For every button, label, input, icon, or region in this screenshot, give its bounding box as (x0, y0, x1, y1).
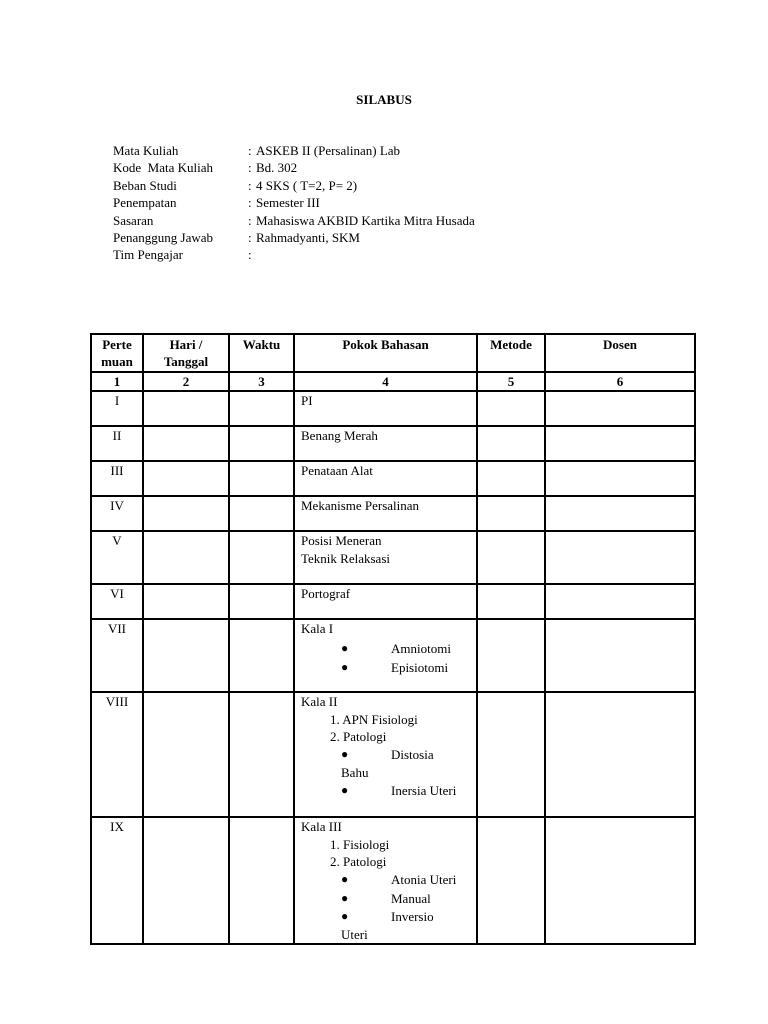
info-separator: : (248, 160, 252, 176)
bullet-text: Amniotomi (391, 640, 451, 656)
method-cell (477, 692, 545, 817)
header-hari-line1: Hari / (169, 337, 203, 352)
info-label: Mata Kuliah (113, 143, 179, 158)
info-value: ASKEB II (Persalinan) Lab (256, 143, 401, 158)
bullet-text: Atonia Uteri (391, 872, 457, 888)
info-label: Beban Studi (113, 177, 177, 193)
header-dosen: Dosen (545, 334, 695, 372)
header-hari-line2: Tanggal (163, 354, 209, 370)
table-row (91, 531, 695, 584)
method-cell (477, 426, 545, 461)
topic-cell: Portograf (294, 584, 477, 619)
bullet-text: Episiotomi (391, 660, 449, 676)
date-cell (143, 391, 229, 426)
info-row-tim-pengajar (113, 246, 475, 263)
table-row (91, 817, 695, 944)
meeting-number: VII (91, 619, 143, 692)
meeting-number: IV (91, 496, 143, 531)
table-row (91, 426, 695, 461)
bullet-icon: ● (341, 747, 349, 762)
bullet-text: Inersia Uteri (391, 783, 457, 799)
numbered-item: 1. Fisiologi (330, 836, 390, 852)
info-row-mata-kuliah (113, 142, 475, 159)
bullet-icon: ● (341, 909, 349, 924)
table-row (91, 692, 695, 817)
info-value: Semester III (256, 195, 320, 211)
meeting-number: IX (91, 817, 143, 944)
numbered-item: 2. Patologi (330, 854, 387, 870)
lecturer-cell (545, 461, 695, 496)
topic-cell (294, 817, 477, 944)
lecturer-cell (545, 426, 695, 461)
lecturer-cell (545, 692, 695, 817)
document-title: SILABUS (356, 92, 412, 107)
column-number: 4 (294, 372, 477, 391)
topic-cell: PI (294, 391, 477, 426)
topic-cell: Mekanisme Persalinan (294, 496, 477, 531)
method-cell (477, 817, 545, 944)
bullet-icon: ● (341, 640, 349, 655)
date-cell (143, 619, 229, 692)
bullet-text-continuation: Bahu (341, 764, 369, 780)
column-number: 5 (477, 372, 545, 391)
lecturer-cell (545, 496, 695, 531)
topic-line: Kala III (301, 819, 342, 835)
topic-cell (294, 619, 477, 692)
info-row-penanggung-jawab (113, 229, 475, 246)
info-row-kode (113, 159, 475, 176)
lecturer-cell (545, 817, 695, 944)
date-cell (143, 692, 229, 817)
date-cell (143, 531, 229, 584)
table-row (91, 584, 695, 619)
bullet-text: Manual (391, 890, 431, 906)
topic-cell: Penataan Alat (294, 461, 477, 496)
info-value: Mahasiswa AKBID Kartika Mitra Husada (256, 212, 475, 228)
bullet-item (301, 890, 470, 907)
info-value: 4 SKS ( T=2, P= 2) (256, 177, 358, 193)
info-separator: : (248, 143, 252, 158)
method-cell (477, 391, 545, 426)
bullet-icon: ● (341, 872, 349, 887)
date-cell (143, 496, 229, 531)
method-cell (477, 584, 545, 619)
column-number: 2 (143, 372, 229, 391)
info-separator: : (248, 230, 252, 246)
bullet-item (301, 908, 470, 925)
info-row-sasaran (113, 212, 475, 229)
topic-cell (294, 531, 477, 584)
info-separator: : (248, 177, 252, 193)
bullet-text: Distosia (391, 747, 434, 763)
bullet-item (301, 782, 470, 799)
bullet-item (301, 871, 470, 888)
header-metode: Metode (477, 334, 545, 372)
info-label: Sasaran (113, 212, 154, 228)
header-hari-tanggal (143, 334, 229, 372)
bullet-text-continuation: Uteri (341, 926, 368, 942)
bullet-icon: ● (341, 660, 349, 675)
lecturer-cell (545, 619, 695, 692)
table-row (91, 619, 695, 692)
date-cell (143, 426, 229, 461)
info-separator: : (248, 247, 252, 263)
column-number: 1 (91, 372, 143, 391)
info-label: Penanggung Jawab (113, 230, 214, 246)
date-cell (143, 584, 229, 619)
meeting-number: VI (91, 584, 143, 619)
time-cell (229, 531, 294, 584)
bullet-text: Inversio (391, 909, 434, 925)
info-separator: : (248, 195, 252, 211)
course-info (113, 142, 475, 264)
table-row (91, 496, 695, 531)
meeting-number: II (91, 426, 143, 461)
table-header-row (91, 334, 695, 372)
meeting-number: VIII (91, 692, 143, 817)
date-cell (143, 817, 229, 944)
topic-line: Kala I (301, 621, 334, 637)
time-cell (229, 461, 294, 496)
time-cell (229, 426, 294, 461)
lecturer-cell (545, 584, 695, 619)
topic-line: Teknik Relaksasi (301, 550, 390, 566)
lecturer-cell (545, 531, 695, 584)
header-pokok-bahasan: Pokok Bahasan (294, 334, 477, 372)
info-label: Tim Pengajar (113, 247, 183, 263)
topic-line: Posisi Meneran (301, 533, 382, 549)
column-number: 6 (545, 372, 695, 391)
numbered-item: 1. APN Fisiologi (330, 711, 418, 727)
time-cell (229, 391, 294, 426)
info-label: Penempatan (113, 195, 177, 211)
bullet-item (301, 640, 470, 657)
method-cell (477, 496, 545, 531)
time-cell (229, 619, 294, 692)
time-cell (229, 496, 294, 531)
info-row-beban-studi (113, 177, 475, 194)
time-cell (229, 817, 294, 944)
bullet-item (301, 746, 470, 763)
info-separator: : (248, 212, 252, 228)
info-label: Kode Mata Kuliah (113, 160, 214, 176)
meeting-number: I (91, 391, 143, 426)
meeting-number: V (91, 531, 143, 584)
info-row-penempatan (113, 194, 475, 211)
time-cell (229, 692, 294, 817)
topic-cell (294, 692, 477, 817)
method-cell (477, 461, 545, 496)
table-row (91, 461, 695, 496)
column-number-row (91, 372, 695, 391)
topic-cell: Benang Merah (294, 426, 477, 461)
header-pertemuan-line2: muan (101, 354, 133, 370)
method-cell (477, 619, 545, 692)
bullet-icon: ● (341, 890, 349, 905)
numbered-item: 2. Patologi (330, 729, 387, 745)
header-waktu: Waktu (229, 334, 294, 372)
bullet-item (301, 659, 470, 676)
method-cell (477, 531, 545, 584)
meeting-number: III (91, 461, 143, 496)
header-pertemuan (91, 334, 143, 372)
table-row (91, 391, 695, 426)
column-number: 3 (229, 372, 294, 391)
info-value: Bd. 302 (256, 160, 298, 176)
bullet-icon: ● (341, 783, 349, 798)
lecturer-cell (545, 391, 695, 426)
info-value: Rahmadyanti, SKM (256, 230, 360, 246)
header-pertemuan-line1: Perte (102, 337, 132, 352)
date-cell (143, 461, 229, 496)
syllabus-table (90, 333, 696, 945)
time-cell (229, 584, 294, 619)
topic-line: Kala II (301, 694, 338, 710)
